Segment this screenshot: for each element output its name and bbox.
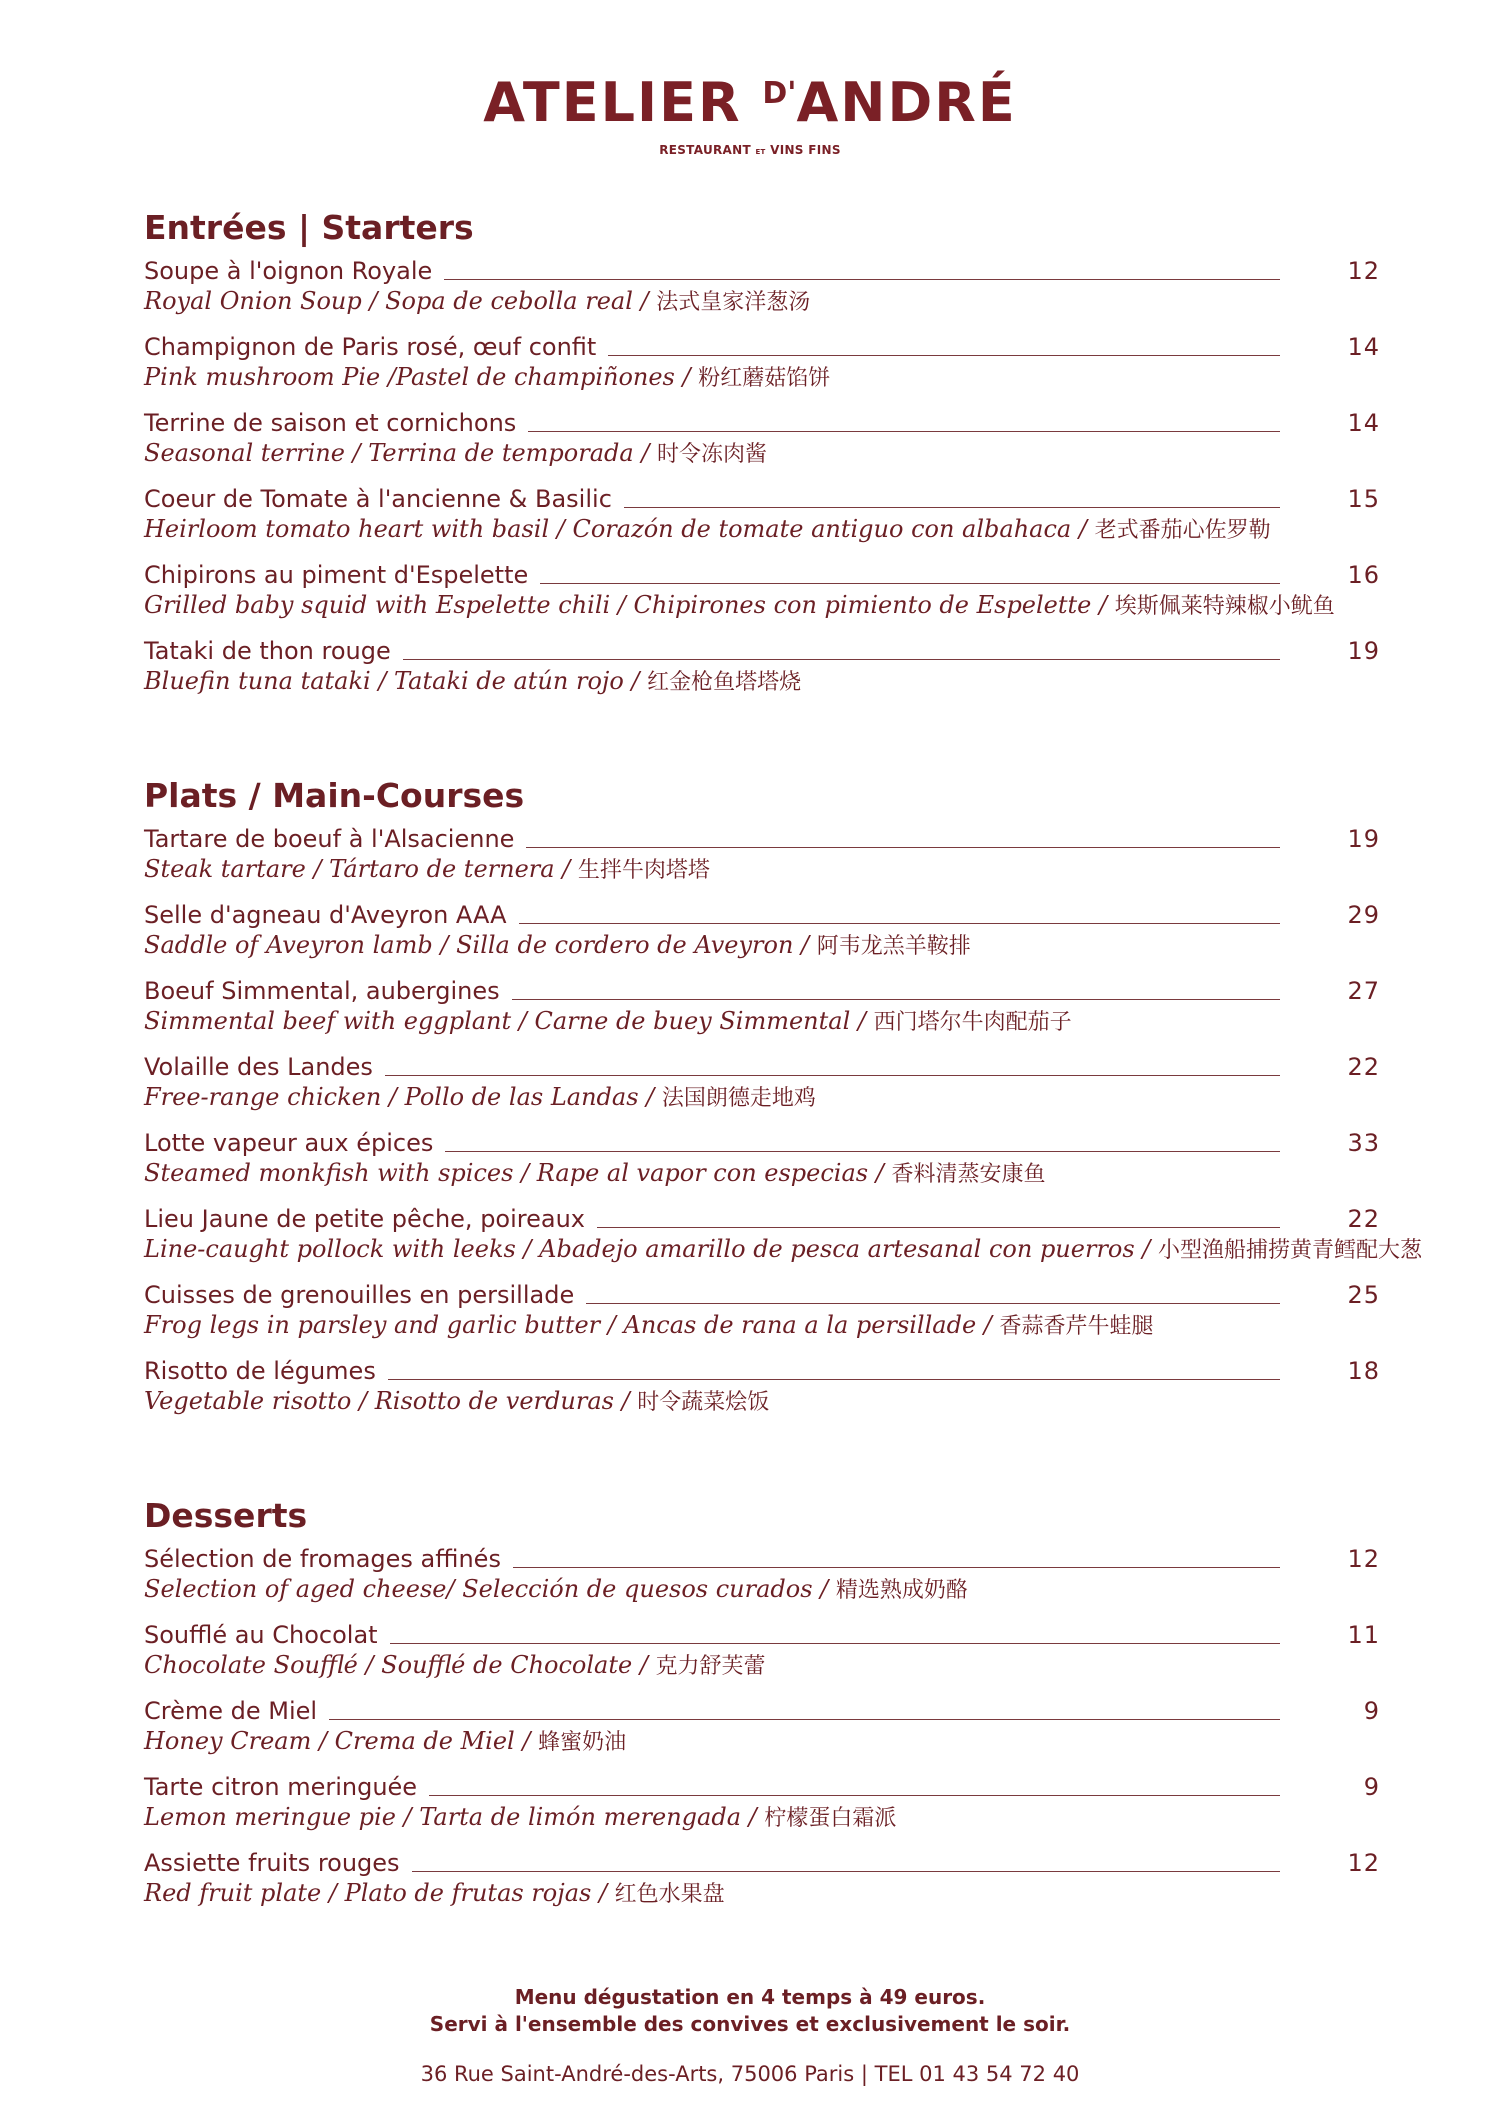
tagline-right: VINS FINS (770, 143, 841, 157)
dish-price: 27 (1347, 977, 1380, 1005)
leader-line (412, 1871, 1280, 1872)
leader-line (528, 431, 1280, 432)
dish-name-chinese: 香蒜香芹牛蛙腿 (999, 1314, 1154, 1339)
leader-line (403, 659, 1280, 660)
dish-name-chinese: 克力舒芙蕾 (655, 1654, 766, 1679)
dish-name-french: Lotte vapeur aux épices (144, 1129, 434, 1157)
dish-name-french: Tataki de thon rouge (144, 637, 391, 665)
section-title: Entrées | Starters (144, 208, 474, 247)
leader-line (512, 999, 1280, 1000)
dish-name-french: Crème de Miel (144, 1697, 318, 1725)
dish-name-english-spanish: Line-caught pollock with leeks / Abadejo amarillo de pesca artesanal con puerros / (144, 1235, 1159, 1263)
dish-translations (144, 854, 1380, 886)
dish-translations (144, 1082, 1380, 1114)
section-title: Plats / Main-Courses (144, 776, 525, 815)
menu-item (144, 252, 1380, 328)
dish-name-french: Boeuf Simmental, aubergines (144, 977, 500, 1005)
dish-name-english-spanish: Chocolate Soufflé / Soufflé de Chocolate / (144, 1651, 656, 1679)
dish-name-chinese: 法国朗德走地鸡 (661, 1086, 816, 1111)
dish-price: 33 (1347, 1129, 1380, 1157)
menu-item (144, 1768, 1380, 1844)
tasting-menu-line-2: Servi à l'ensemble des convives et exclusivement le soir. (429, 2012, 1071, 2036)
menu-item (144, 556, 1380, 632)
dish-price: 14 (1347, 333, 1380, 361)
dish-translations (144, 1802, 1380, 1834)
leader-line (329, 1719, 1280, 1720)
restaurant-tagline (0, 143, 1500, 157)
menu-item (144, 404, 1380, 480)
dish-name-french: Sélection de fromages affinés (144, 1545, 501, 1573)
menu-section (144, 1496, 1380, 1920)
menu-item (144, 1540, 1380, 1616)
dish-price: 29 (1347, 901, 1380, 929)
leader-line (385, 1075, 1280, 1076)
menu-item-line (144, 1768, 1380, 1802)
dish-name-french: Tarte citron meringuée (144, 1773, 418, 1801)
menu-footer (0, 1984, 1500, 2086)
dish-name-french: Volaille des Landes (144, 1053, 373, 1081)
dish-name-english-spanish: Steamed monkfish with spices / Rape al vapor con especias / (144, 1159, 892, 1187)
dish-name-english-spanish: Red fruit plate / Plato de frutas rojas / (144, 1879, 615, 1907)
menu-item (144, 1692, 1380, 1768)
dish-translations (144, 286, 1380, 318)
menu-section (144, 208, 1380, 708)
dish-price: 9 (1363, 1773, 1380, 1801)
dish-name-english-spanish: Frog legs in parsley and garlic butter / Ancas de rana a la persillade / (144, 1311, 1000, 1339)
dish-translations (144, 1234, 1423, 1266)
menu-item-line (144, 896, 1380, 930)
tasting-menu-note (0, 1984, 1500, 2038)
menu-item-line (144, 972, 1380, 1006)
menu-item (144, 1276, 1380, 1352)
dish-name-chinese: 时令蔬菜烩饭 (637, 1390, 770, 1415)
dish-name-chinese: 小型渔船捕捞黄青鳕配大葱 (1158, 1238, 1423, 1263)
leader-line (540, 583, 1280, 584)
menu-item-line (144, 480, 1380, 514)
menu-item (144, 1124, 1380, 1200)
leader-line (608, 355, 1280, 356)
menu-item (144, 820, 1380, 896)
menu-item-line (144, 1276, 1380, 1310)
dish-name-english-spanish: Grilled baby squid with Espelette chili / Chipirones con pimiento de Espelette / (144, 591, 1115, 619)
section-title: Desserts (144, 1496, 308, 1535)
dish-name-french: Coeur de Tomate à l'ancienne & Basilic (144, 485, 612, 513)
menu-item-line (144, 1048, 1380, 1082)
restaurant-header (0, 64, 1500, 157)
leader-line (624, 507, 1280, 508)
restaurant-address: 36 Rue Saint-André-des-Arts, 75006 Paris | TEL 01 43 54 72 40 (420, 2062, 1080, 2086)
dish-price: 19 (1347, 637, 1380, 665)
dish-name-french: Chipirons au piment d'Espelette (144, 561, 529, 589)
dish-price: 19 (1347, 825, 1380, 853)
menu-item-line (144, 328, 1380, 362)
dish-name-french: Lieu Jaune de petite pêche, poireaux (144, 1205, 585, 1233)
dish-translations (144, 666, 1380, 698)
tagline-amp: ET (755, 148, 766, 156)
menu-item (144, 972, 1380, 1048)
leader-line (513, 1567, 1280, 1568)
dish-name-chinese: 精选熟成奶酪 (835, 1578, 968, 1603)
dish-name-english-spanish: Honey Cream / Crema de Miel / (144, 1727, 539, 1755)
menu-item-line (144, 404, 1380, 438)
dish-translations (144, 930, 1380, 962)
menu-body (144, 208, 1423, 1988)
leader-line (526, 847, 1280, 848)
brand-main: ATELIER (483, 71, 763, 134)
menu-item-line (144, 556, 1380, 590)
dish-name-english-spanish: Lemon meringue pie / Tarta de limón merengada / (144, 1803, 765, 1831)
dish-name-french: Cuisses de grenouilles en persillade (144, 1281, 575, 1309)
menu-item-line (144, 1844, 1380, 1878)
dish-price: 16 (1347, 561, 1380, 589)
dish-name-english-spanish: Selection of aged cheese/ Selección de quesos curados / (144, 1575, 836, 1603)
dish-translations (144, 1726, 1380, 1758)
dish-translations (144, 1006, 1380, 1038)
menu-item (144, 1616, 1380, 1692)
dish-translations (144, 438, 1380, 470)
dish-name-french: Tartare de boeuf à l'Alsacienne (144, 825, 515, 853)
dish-price: 25 (1347, 1281, 1380, 1309)
dish-name-chinese: 生拌牛肉塔塔 (577, 858, 710, 883)
dish-price: 9 (1363, 1697, 1380, 1725)
dish-price: 12 (1347, 257, 1380, 285)
dish-name-chinese: 粉红蘑菇馅饼 (698, 366, 831, 391)
dish-price: 18 (1347, 1357, 1380, 1385)
dish-name-chinese: 蜂蜜奶油 (538, 1730, 627, 1755)
dish-name-english-spanish: Saddle of Aveyron lamb / Silla de cordero de Aveyron / (144, 931, 817, 959)
leader-line (444, 279, 1280, 280)
menu-item (144, 1048, 1380, 1124)
dish-translations (144, 1310, 1380, 1342)
dish-name-french: Assiette fruits rouges (144, 1849, 400, 1877)
dish-name-chinese: 香料清蒸安康鱼 (891, 1162, 1046, 1187)
dish-name-french: Soupe à l'oignon Royale (144, 257, 433, 285)
menu-item (144, 896, 1380, 972)
dish-name-chinese: 老式番茄心佐罗勒 (1094, 518, 1271, 543)
dish-name-english-spanish: Bluefin tuna tataki / Tataki de atún rojo / (144, 667, 648, 695)
dish-name-chinese: 阿韦龙羔羊鞍排 (816, 934, 971, 959)
dish-name-chinese: 埃斯佩莱特辣椒小鱿鱼 (1114, 594, 1335, 619)
dish-translations (144, 362, 1380, 394)
dish-price: 14 (1347, 409, 1380, 437)
restaurant-logo (0, 64, 1500, 133)
dish-name-chinese: 法式皇家洋葱汤 (656, 290, 811, 315)
dish-name-english-spanish: Vegetable risotto / Risotto de verduras / (144, 1387, 638, 1415)
dish-name-english-spanish: Seasonal terrine / Terrina de temporada / (144, 439, 658, 467)
dish-name-english-spanish: Free-range chicken / Pollo de las Landas / (144, 1083, 662, 1111)
dish-price: 22 (1347, 1205, 1380, 1233)
dish-name-french: Champignon de Paris rosé, œuf confit (144, 333, 597, 361)
leader-line (445, 1151, 1280, 1152)
menu-item (144, 1844, 1380, 1920)
menu-item (144, 328, 1380, 404)
dish-name-french: Terrine de saison et cornichons (144, 409, 517, 437)
dish-translations (144, 514, 1380, 546)
dish-name-english-spanish: Heirloom tomato heart with basil / Corazón de tomate antiguo con albahaca / (144, 515, 1095, 543)
menu-item-line (144, 1352, 1380, 1386)
menu-item-line (144, 252, 1380, 286)
dish-translations (144, 1650, 1380, 1682)
menu-item-line (144, 1540, 1380, 1574)
dish-name-french: Risotto de légumes (144, 1357, 376, 1385)
menu-item-line (144, 1692, 1380, 1726)
menu-item-line (144, 1124, 1380, 1158)
dish-translations (144, 1878, 1380, 1910)
tagline-left: RESTAURANT (659, 143, 751, 157)
dish-name-french: Selle d'agneau d'Aveyron AAA (144, 901, 507, 929)
dish-price: 22 (1347, 1053, 1380, 1081)
dish-name-chinese: 时令冻肉酱 (657, 442, 768, 467)
menu-item (144, 632, 1380, 708)
leader-line (390, 1643, 1280, 1644)
dish-name-french: Soufflé au Chocolat (144, 1621, 378, 1649)
dish-translations (144, 1574, 1380, 1606)
menu-item (144, 480, 1380, 556)
dish-name-english-spanish: Royal Onion Soup / Sopa de cebolla real / (144, 287, 657, 315)
dish-price: 12 (1347, 1849, 1380, 1877)
menu-item-line (144, 820, 1380, 854)
dish-name-chinese: 柠檬蛋白霜派 (764, 1806, 897, 1831)
dish-translations (144, 590, 1380, 622)
leader-line (586, 1303, 1280, 1304)
dish-name-chinese: 西门塔尔牛肉配茄子 (873, 1010, 1072, 1035)
menu-section (144, 776, 1423, 1428)
dish-name-english-spanish: Steak tartare / Tártaro de ternera / (144, 855, 578, 883)
brand-sup: D' (762, 76, 797, 111)
menu-item-line (144, 1616, 1380, 1650)
dish-translations (144, 1386, 1380, 1418)
leader-line (519, 923, 1281, 924)
dish-name-chinese: 红金枪鱼塔塔烧 (647, 670, 802, 695)
dish-price: 12 (1347, 1545, 1380, 1573)
dish-translations (144, 1158, 1380, 1190)
menu-item (144, 1200, 1423, 1276)
dish-name-english-spanish: Pink mushroom Pie /Pastel de champiñones / (144, 363, 699, 391)
tasting-menu-line-1: Menu dégustation en 4 temps à 49 euros. (514, 1985, 986, 2009)
dish-price: 11 (1347, 1621, 1380, 1649)
leader-line (429, 1795, 1280, 1796)
dish-name-english-spanish: Simmental beef with eggplant / Carne de buey Simmental / (144, 1007, 874, 1035)
menu-item (144, 1352, 1380, 1428)
leader-line (597, 1227, 1280, 1228)
leader-line (388, 1379, 1280, 1380)
menu-item-line (144, 632, 1380, 666)
menu-item-line (144, 1200, 1380, 1234)
dish-price: 15 (1347, 485, 1380, 513)
dish-name-chinese: 红色水果盘 (614, 1882, 725, 1907)
brand-end: ANDRÉ (796, 71, 1017, 134)
